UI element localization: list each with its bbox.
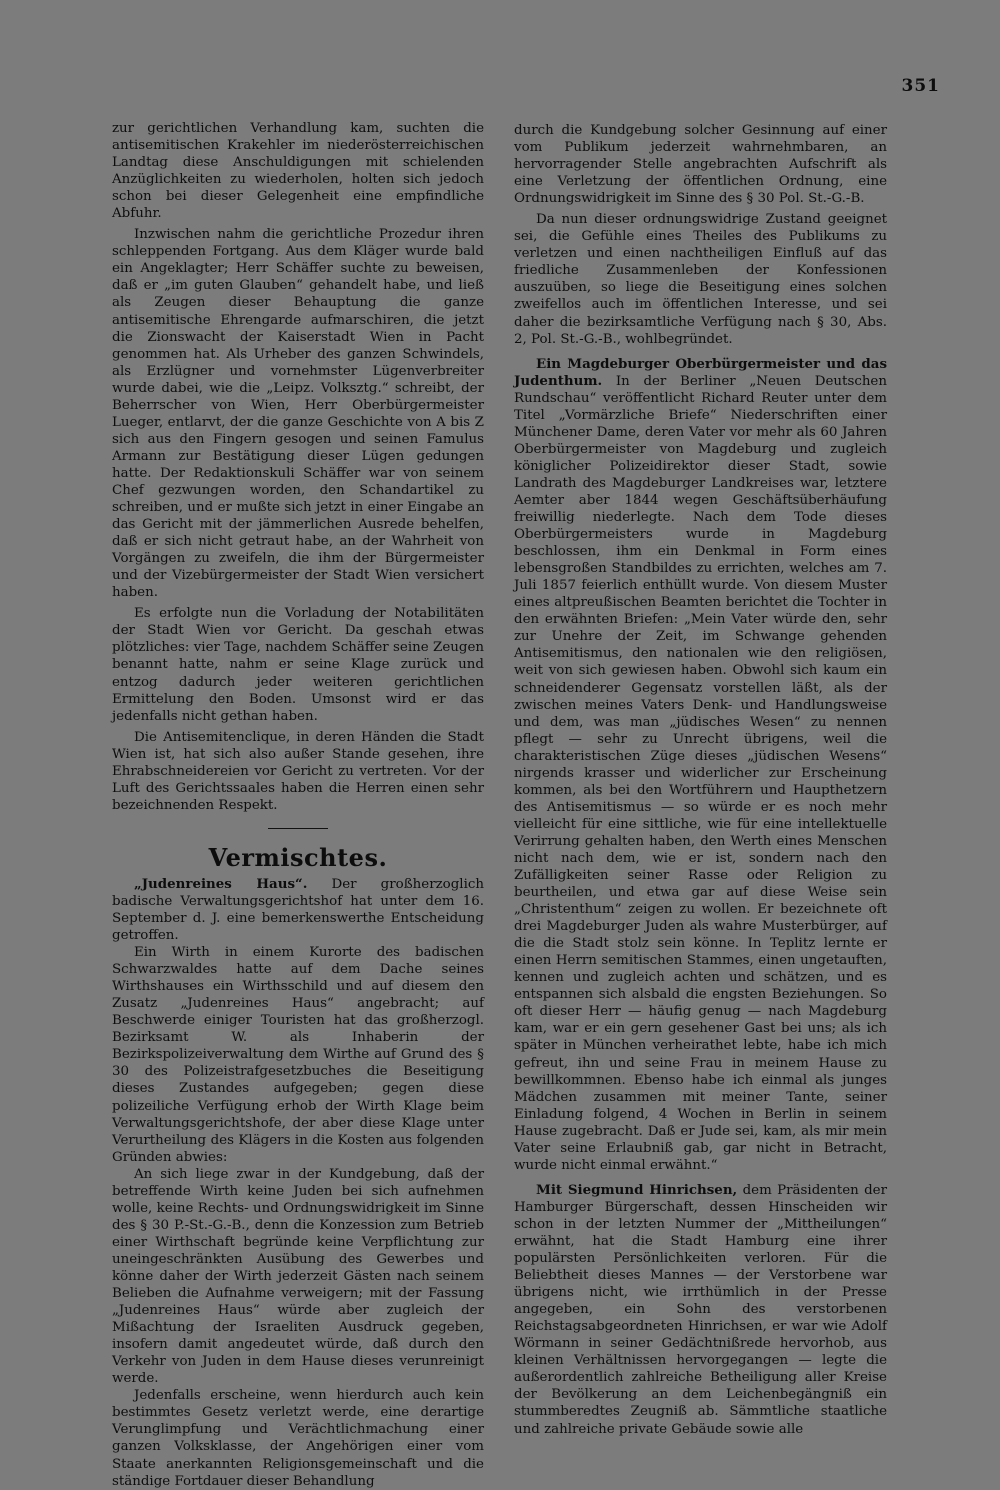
paragraph: Inzwischen nahm die gerichtliche Prozedur ihren schleppenden Fortgang. Aus dem Kläger wurde bald ein Angeklagter; Herr Schäffer suchte zu beweisen, daß er „im guten Glauben“ gehandelt habe, und ließ als Zeugen dieser Behauptung die ganze antisemitische Ehrengarde aufmarschiren, die jetzt die Zionswacht der Kaiserstadt Wien in Pacht genommen hat. Als Urheber des ganzen Schwindels, als Erzlügner und vornehmster Lügenverbreiter wurde dabei, wie die „Leipz. Volksztg.“ schreibt, der Beherrscher von Wien, Herr Oberbürgermeister Lueger, entlarvt, der die ganze Geschichte von A bis Z sich aus den Fingern gesogen und seinen Famulus Armann zur Bestätigung dieser Lügen gedungen hatte. Der Redaktionskuli Schäffer war von seinem Chef gezwungen worden, den Schandartikel zu schreiben, und er mußte sich jetzt in einer Eingabe an das Gericht mit der jämmerlichen Ausrede behelfen, daß er sich nicht getraut habe, an der Wahrheit von Vorgängen zu zweifeln, die ihm der Bürgermeister und der Vizebürgermeister der Stadt Wien versichert haben. [112, 227, 484, 601]
article-text: In der Berliner „Neuen Deutschen Rundschau“ veröffentlicht Richard Reuter unter dem Titel „Vormärzliche Briefe“ Niederschriften einer Münchener Dame, deren Vater vor mehr als 60 Jahren Oberbürgermeister von Magdeburg und zugleich königlicher Polizeidirektor dieser Stadt, sowie Landrath des Magdeburger Landkreises war, letztere Aemter aber 1844 wegen Geschäftsüberhäufung freiwillig niederlegte. Nach dem Tode dieses Oberbürgermeisters wurde in Magdeburg beschlossen, ihm ein Denkmal in Form eines lebensgroßen Standbildes zu errichten, welches am 7. Juli 1857 feierlich enthüllt wurde. Von diesem Muster eines altpreußischen Beamten berichtet die Tochter in den erwähnten Briefen: „Mein Vater würde den, sehr zur Unehre der Zeit, im Schwange gehenden Antisemitismus, den nationalen wie den religiösen, weit von sich gewiesen haben. Obwohl sich kaum ein schneidenderer Gegensatz vorstellen läßt, als der zwischen meines Vaters Denk- und Handlungsweise und dem, was man „jüdisches Wesen“ zu nennen pflegt — sehr zu Unrecht übrigens, weil die charakteristischen Züge dieses „jüdischen Wesens“ nirgends krasser und widerlicher zur Erscheinung kommen, als bei den Wortführern und Haupthetzern des Antisemitismus — so würde er es noch mehr vielleicht für eine sittliche, wie für eine intellektuelle Verirrung gehalten haben, den Werth eines Menschen nicht nach dem, wie er ist, sondern nach den Zufälligkeiten seiner Rasse oder Religion zu beurtheilen, und etwa gar auf diese Weise sein „Christenthum“ zeigen zu wollen. Er bezeichnete oft drei Magdeburger Juden als wahre Musterbürger, auf die die Stadt stolz sein könne. In Teplitz lernte er einen Herrn semitischen Stammes, einen ungetauften, kennen und zugleich achten und schätzen, und es entspannen sich alsbald die engsten Beziehungen. So oft dieser Herr — häufig genug — nach Magdeburg kam, war er ein gern gesehener Gast bei uns; als ich später in München verheirathet lebte, habe ich mich gefreut, ihn und seine Frau in meinem Hause zu bewillkommnen. Ebenso habe ich einmal als junges Mädchen zusammen mit meiner Tante, seiner Einladung folgend, 4 Wochen in Berlin in seinem Hause zugebracht. Daß er Jude sei, kam, als mir mein Vater seine Erlaubniß gab, gar nicht in Betracht, wurde nicht einmal erwähnt.“ [514, 373, 887, 1173]
paragraph: zur gerichtlichen Verhandlung kam, suchten die antisemitischen Krakehler im niederösterreichischen Landtag diese Anschuldigungen mit schielenden Anzüglichkeiten zu wiederholen, holten sich jedoch schon bei dieser Gelegenheit eine empfindliche Abfuhr. [112, 121, 484, 222]
article-text: Der großherzoglich badische Verwaltungsgerichtshof hat unter dem 16. September d. J. eine bemerkenswerthe Entscheidung getroffen. [112, 876, 484, 944]
section-divider [268, 828, 328, 829]
paragraph: An sich liege zwar in der Kundgebung, daß der betreffende Wirth keine Juden bei sich aufnehmen wolle, keine Rechts- und Ordnungswidrigkeit im Sinne des § 30 P.-St.-G.-B., denn die Konzession zum Betrieb einer Wirthschaft begründe keine Verpflichtung zur uneingeschränkten Ausübung des Gewerbes und könne daher der Wirth jederzeit Gästen nach seinem Belieben die Aufnahme verweigern; mit der Fassung „Judenreines Haus“ würde aber zugleich der Mißachtung der Israeliten Ausdruck gegeben, insofern damit angedeutet würde, daß durch den Verkehr von Juden in dem Hause dieses verunreinigt werde. [112, 1166, 484, 1387]
article-magdeburg [514, 356, 887, 1174]
paragraph: durch die Kundgebung solcher Gesinnung auf einer vom Publikum jederzeit wahrnehmbaren, an hervorragender Stelle angebrachten Aufschrift als eine Verletzung der öffentlichen Ordnung, eine Ordnungswidrigkeit im Sinne des § 30 Pol. St.-G.-B. [514, 123, 887, 207]
article-lead: „Judenreines Haus“. [134, 875, 308, 892]
paragraph: Ein Wirth in einem Kurorte des badischen Schwarzwaldes hatte auf dem Dache seines Wirthshauses ein Wirthsschild und auf diesem den Zusatz „Judenreines Haus“ angebracht; auf Beschwerde einiger Touristen hat das großherzogl. Bezirksamt W. als Inhaberin der Bezirkspolizeiverwaltung dem Wirthe auf Grund des § 30 des Polizeistrafgesetzbuches die Beseitigung dieses Zustandes aufgegeben; gegen diese polizeiliche Verfügung erhob der Wirth Klage beim Verwaltungsgerichtshofe, der aber diese Klage unter Verurtheilung des Klägers in die Kosten aus folgenden Gründen abwies: [112, 945, 484, 1165]
paragraph: Jedenfalls erscheine, wenn hierdurch auch kein bestimmtes Gesetz verletzt werde, eine derartige Verunglimpfung und Verächtlichmachung einer ganzen Volksklasse, der Angehörigen einer vom Staate anerkannten Religionsgemeinschaft und die ständige Fortdauer dieser Behandlung [112, 1388, 484, 1489]
left-column [112, 120, 484, 1490]
article-hinrichsen [514, 1182, 887, 1438]
article-lead: Mit Siegmund Hinrichsen, [536, 1181, 738, 1198]
article-intro [112, 876, 484, 944]
article-text: dem Präsidenten der Hamburger Bürgerschaft, dessen Hinscheiden wir schon in der letzten Nummer der „Mittheilungen“ erwähnt, hat die Stadt Hamburg eine ihrer populärsten Persönlichkeiten verloren. Für die Beliebtheit dieses Mannes — der Verstorbene war übrigens nicht, wie irrthümlich in der Presse angegeben, ein Sohn des verstorbenen Reichstagsabgeordneten Hinrichsen, er war wie Adolf Wörmann in seiner Gedächtnißrede hervorhob, aus kleinen Verhältnissen hervorgegangen — legte die außerordentlich zahlreiche Betheiligung aller Kreise der Bevölkerung an dem Leichenbegängniß ein stummberedtes Zeugniß ab. Sämmtliche staatliche und zahlreiche private Gebäude sowie alle [514, 1182, 887, 1437]
section-title: Vermischtes. [208, 842, 388, 872]
page-number: 351 [901, 76, 940, 96]
paragraph: Es erfolgte nun die Vorladung der Notabilitäten der Stadt Wien vor Gericht. Da geschah etwas plötzliches: vier Tage, nachdem Schäffer seine Zeugen benannt hatte, nahm er seine Klage zurück und entzog dadurch jeder weiteren gerichtlichen Ermittelung den Boden. Umsonst wird er das jedenfalls nicht gethan haben. [112, 606, 484, 724]
paragraph: Die Antisemitenclique, in deren Händen die Stadt Wien ist, hat sich also außer Stande gesehen, ihre Ehrabschneidereien vor Gericht zu vertreten. Vor der Luft des Gerichtssaales haben die Herren einen sehr bezeichnenden Respekt. [112, 729, 484, 813]
article-heading: Ein Magdeburger Oberbürgermeister und das Judenthum. [514, 355, 887, 389]
right-column [514, 122, 887, 1438]
paragraph: Da nun dieser ordnungswidrige Zustand geeignet sei, die Gefühle eines Theiles des Publikums zu verletzen und einen nachtheiligen Einfluß auf das friedliche Zusammenleben der Konfessionen auszuüben, so liege die Beseitigung eines solchen zweifellos auch im öffentlichen Interesse, und sei daher die bezirksamtliche Verfügung nach § 30, Abs. 2, Pol. St.-G.-B., wohlbegründet. [514, 212, 887, 347]
